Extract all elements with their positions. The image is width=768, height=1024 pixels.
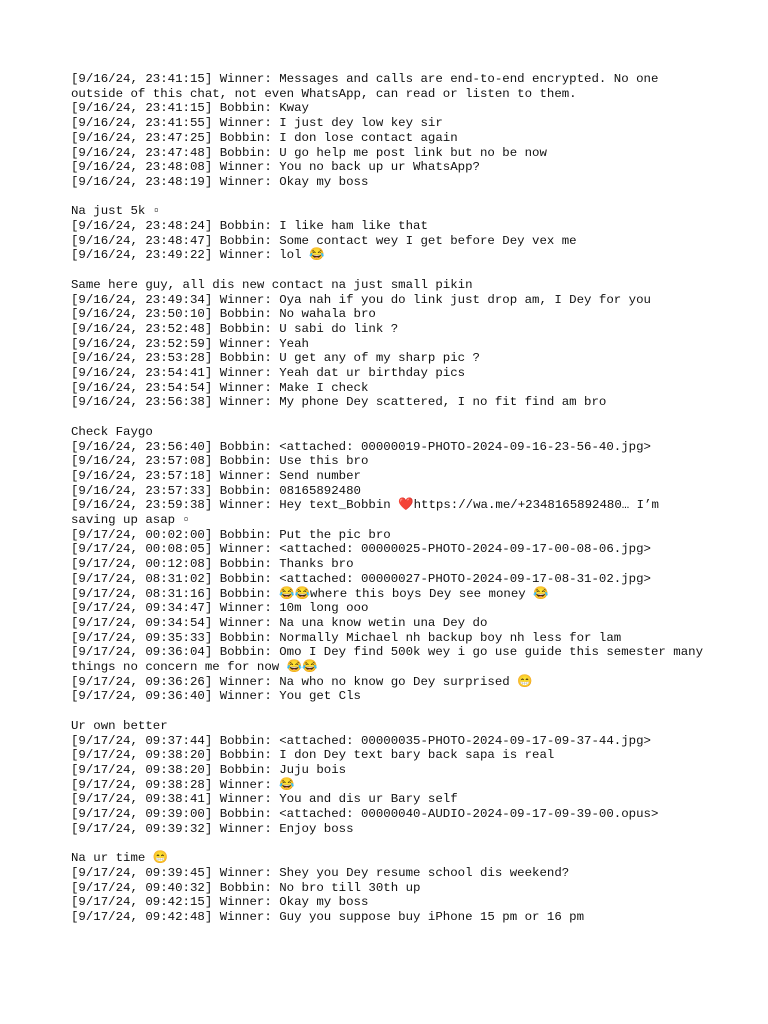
continuation-line: Ur own better [71, 718, 168, 733]
chat-message-line: [9/17/24, 09:38:20] Bobbin: Juju bois [71, 762, 347, 777]
chat-message-line: [9/17/24, 00:02:00] Bobbin: Put the pic bro [71, 527, 391, 542]
chat-message-line: [9/16/24, 23:49:22] Winner: lol 😂 [71, 248, 325, 263]
chat-message-line: [9/16/24, 23:56:40] Bobbin: <attached: 00000019-PHOTO-2024-09-16-23-56-40.jpg> [71, 439, 651, 454]
chat-message-line: [9/16/24, 23:48:47] Bobbin: Some contact wey I get before Dey vex me [71, 233, 577, 248]
chat-message-line: [9/16/24, 23:48:24] Bobbin: I like ham like that [71, 219, 428, 234]
chat-message-line: [9/16/24, 23:54:54] Winner: Make I check [71, 380, 369, 395]
chat-message-line: [9/17/24, 09:40:32] Bobbin: No bro till 30th up [71, 880, 421, 895]
chat-message-line: [9/17/24, 09:36:40] Winner: You get Cls [71, 689, 361, 704]
chat-message-line: [9/17/24, 08:31:02] Bobbin: <attached: 00000027-PHOTO-2024-09-17-08-31-02.jpg> [71, 571, 651, 586]
chat-message-line: [9/17/24, 00:12:08] Bobbin: Thanks bro [71, 557, 354, 572]
chat-message-line: [9/17/24, 09:39:45] Winner: Shey you Dey resume school dis weekend? [71, 865, 570, 880]
chat-message-line: [9/16/24, 23:57:18] Winner: Send number [71, 468, 361, 483]
continuation-line: Na just 5k ▫ [71, 204, 161, 219]
chat-message-line: [9/17/24, 09:39:32] Winner: Enjoy boss [71, 821, 354, 836]
chat-message-line: [9/16/24, 23:53:28] Bobbin: U get any of my sharp pic ? [71, 351, 480, 366]
chat-message-line: [9/16/24, 23:47:48] Bobbin: U go help me post link but no be now [71, 145, 547, 160]
continuation-line: Same here guy, all dis new contact na just small pikin [71, 277, 473, 292]
chat-message-line: [9/16/24, 23:41:15] Winner: Messages and calls are end-to-end encrypted. No one outside of this chat, not even WhatsApp, can read or listen to them. [71, 72, 666, 101]
chat-message-line: [9/16/24, 23:57:08] Bobbin: Use this bro [71, 454, 369, 469]
chat-message-line: [9/16/24, 23:54:41] Winner: Yeah dat ur birthday pics [71, 366, 466, 381]
blank-line [71, 263, 711, 278]
chat-message-line: [9/17/24, 09:38:20] Bobbin: I don Dey text bary back sapa is real [71, 748, 555, 763]
chat-message-line: [9/17/24, 09:42:48] Winner: Guy you suppose buy iPhone 15 pm or 16 pm [71, 910, 585, 924]
chat-message-line: [9/16/24, 23:41:55] Winner: I just dey low key sir [71, 116, 443, 131]
blank-line [71, 190, 711, 205]
continuation-line: Check Faygo [71, 424, 153, 439]
chat-message-line: [9/17/24, 09:36:04] Bobbin: Omo I Dey find 500k wey i go use guide this semester many things no concern me for now 😂😂 [71, 645, 711, 675]
chat-message-line: [9/16/24, 23:52:48] Bobbin: U sabi do link ? [71, 321, 399, 336]
chat-message-line: [9/17/24, 09:35:33] Bobbin: Normally Michael nh backup boy nh less for lam [71, 630, 622, 645]
chat-message-line: [9/16/24, 23:41:15] Bobbin: Kway [71, 101, 309, 116]
chat-message-line: [9/17/24, 09:38:41] Winner: You and dis ur Bary self [71, 792, 458, 807]
chat-message-line: [9/16/24, 23:52:59] Winner: Yeah [71, 336, 309, 351]
chat-message-line: [9/16/24, 23:48:08] Winner: You no back up ur WhatsApp? [71, 160, 480, 175]
chat-transcript [71, 72, 711, 925]
chat-message-line: [9/17/24, 09:34:47] Winner: 10m long ooo [71, 601, 369, 616]
chat-message-line: [9/17/24, 09:38:28] Winner: 😂 [71, 777, 295, 792]
chat-message-line: [9/16/24, 23:56:38] Winner: My phone Dey scattered, I no fit find am bro [71, 395, 607, 410]
blank-line [71, 410, 711, 425]
chat-message-line: [9/17/24, 09:37:44] Bobbin: <attached: 00000035-PHOTO-2024-09-17-09-37-44.jpg> [71, 733, 651, 748]
chat-message-line: [9/16/24, 23:47:25] Bobbin: I don lose contact again [71, 130, 458, 145]
continuation-line: Na ur time 😁 [71, 851, 169, 866]
chat-message-line: [9/16/24, 23:50:10] Bobbin: No wahala bro [71, 307, 376, 322]
chat-message-line: [9/17/24, 09:36:26] Winner: Na who no know go Dey surprised 😁 [71, 674, 533, 689]
chat-message-line: [9/16/24, 23:48:19] Winner: Okay my boss [71, 174, 369, 189]
chat-message-line: [9/17/24, 09:39:00] Bobbin: <attached: 00000040-AUDIO-2024-09-17-09-39-00.opus> [71, 807, 659, 822]
chat-message-line: [9/17/24, 09:34:54] Winner: Na una know wetin una Dey do [71, 615, 488, 630]
chat-message-line: [9/16/24, 23:59:38] Winner: Hey text_Bobbin ❤️https://wa.me/+2348165892480… I’m saving up asap ▫ [71, 498, 667, 528]
chat-message-line: [9/16/24, 23:57:33] Bobbin: 08165892480 [71, 483, 361, 498]
chat-message-line: [9/17/24, 09:42:15] Winner: Okay my boss [71, 895, 369, 910]
blank-line [71, 837, 711, 852]
chat-message-line: [9/17/24, 00:08:05] Winner: <attached: 00000025-PHOTO-2024-09-17-00-08-06.jpg> [71, 542, 651, 557]
chat-message-line: [9/16/24, 23:49:34] Winner: Oya nah if you do link just drop am, I Dey for you [71, 292, 651, 307]
chat-message-line: [9/17/24, 08:31:16] Bobbin: 😂😂where this boys Dey see money 😂 [71, 586, 549, 601]
blank-line [71, 704, 711, 719]
